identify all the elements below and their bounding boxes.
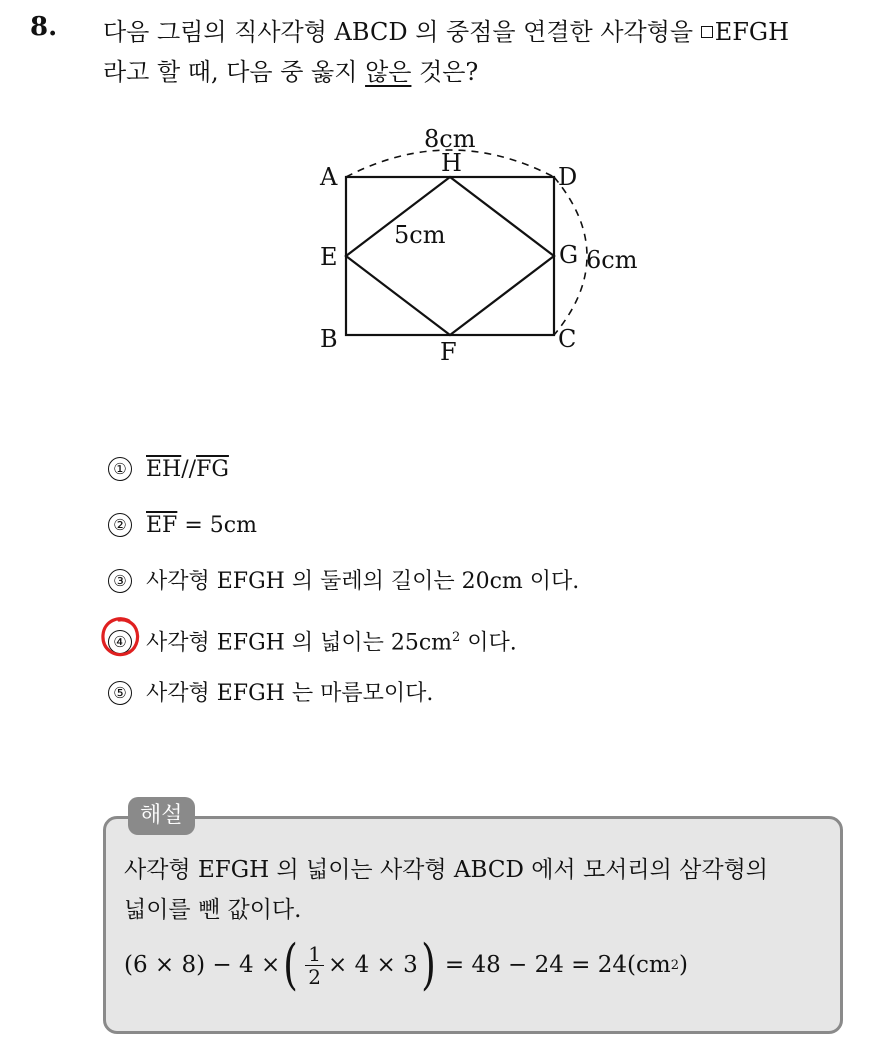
- equation-part-d: ): [678, 952, 688, 978]
- solution-tag: 해설: [128, 797, 195, 835]
- segment-ef: $\overline{EF}$: [146, 513, 178, 538]
- label-a: A: [320, 163, 338, 191]
- question-line1-tail: EFGH: [714, 18, 790, 46]
- question-text: [103, 12, 873, 92]
- question-line1: 다음 그림의 직사각형 ABCD 의 중점을 연결한 사각형을: [103, 18, 701, 46]
- choice-4-superscript: 2: [452, 630, 461, 645]
- solution-line2: 넓이를 뺀 값이다.: [124, 897, 302, 923]
- equation-part-a: (6 × 8) − 4 ×: [124, 952, 281, 978]
- rhombus-efgh: [346, 177, 554, 335]
- question-number: 8.: [30, 12, 58, 42]
- label-b: B: [320, 325, 338, 353]
- choice-3-text: 사각형 EFGH 의 둘레의 길이는 20cm 이다.: [146, 569, 580, 594]
- choice-number: ①: [108, 457, 132, 481]
- right-paren: ): [420, 933, 436, 996]
- segment-eh: $\overline{EH}$: [146, 457, 182, 482]
- solution-equation: [124, 935, 688, 995]
- choice-3[interactable]: [108, 564, 579, 600]
- left-paren: (: [283, 933, 299, 996]
- choice-2-value: = 5cm: [177, 513, 257, 538]
- choice-4-text: 사각형 EFGH 의 넓이는 25cm: [146, 630, 452, 656]
- equation-part-c: = 48 − 24 = 24(cm: [444, 952, 671, 978]
- square-symbol-icon: [701, 26, 713, 38]
- equation-part-b: × 4 × 3: [328, 952, 418, 978]
- fraction-numerator: 1: [305, 943, 324, 966]
- choice-1[interactable]: [108, 452, 229, 488]
- answer-circle-mark: [99, 615, 141, 659]
- label-c: C: [558, 325, 577, 353]
- solution-text: [124, 850, 834, 930]
- rectangle-abcd: [346, 177, 554, 335]
- diagonal-length-label: 5cm: [394, 221, 446, 249]
- question-underline-word: 않은: [365, 58, 412, 86]
- choice-2[interactable]: [108, 508, 257, 544]
- fraction-denominator: 2: [308, 964, 322, 989]
- label-e: E: [320, 243, 338, 271]
- parallel-symbol: //: [181, 457, 197, 482]
- rectangle-figure: [300, 115, 660, 375]
- right-length-label: 6cm: [586, 246, 638, 274]
- choice-5[interactable]: [108, 676, 433, 712]
- question-line2b: 것은?: [411, 58, 479, 86]
- choice-4[interactable]: [108, 620, 517, 656]
- choice-number: ③: [108, 569, 132, 593]
- label-d: D: [558, 163, 578, 191]
- label-h: H: [441, 149, 462, 177]
- top-length-label: 8cm: [424, 125, 476, 153]
- choice-4-tail: 이다.: [460, 630, 517, 656]
- label-f: F: [440, 338, 457, 366]
- choice-5-text: 사각형 EFGH 는 마름모이다.: [146, 681, 434, 706]
- equation-superscript: 2: [670, 957, 679, 973]
- question-line2a: 라고 할 때, 다음 중 옳지: [103, 58, 366, 86]
- choice-number: ④: [108, 630, 132, 654]
- label-g: G: [559, 241, 579, 269]
- choice-number: ②: [108, 513, 132, 537]
- choice-number: ⑤: [108, 681, 132, 705]
- fraction: [305, 943, 324, 988]
- solution-line1: 사각형 EFGH 의 넓이는 사각형 ABCD 에서 모서리의 삼각형의: [124, 857, 769, 883]
- segment-fg: $\overline{FG}$: [196, 457, 229, 482]
